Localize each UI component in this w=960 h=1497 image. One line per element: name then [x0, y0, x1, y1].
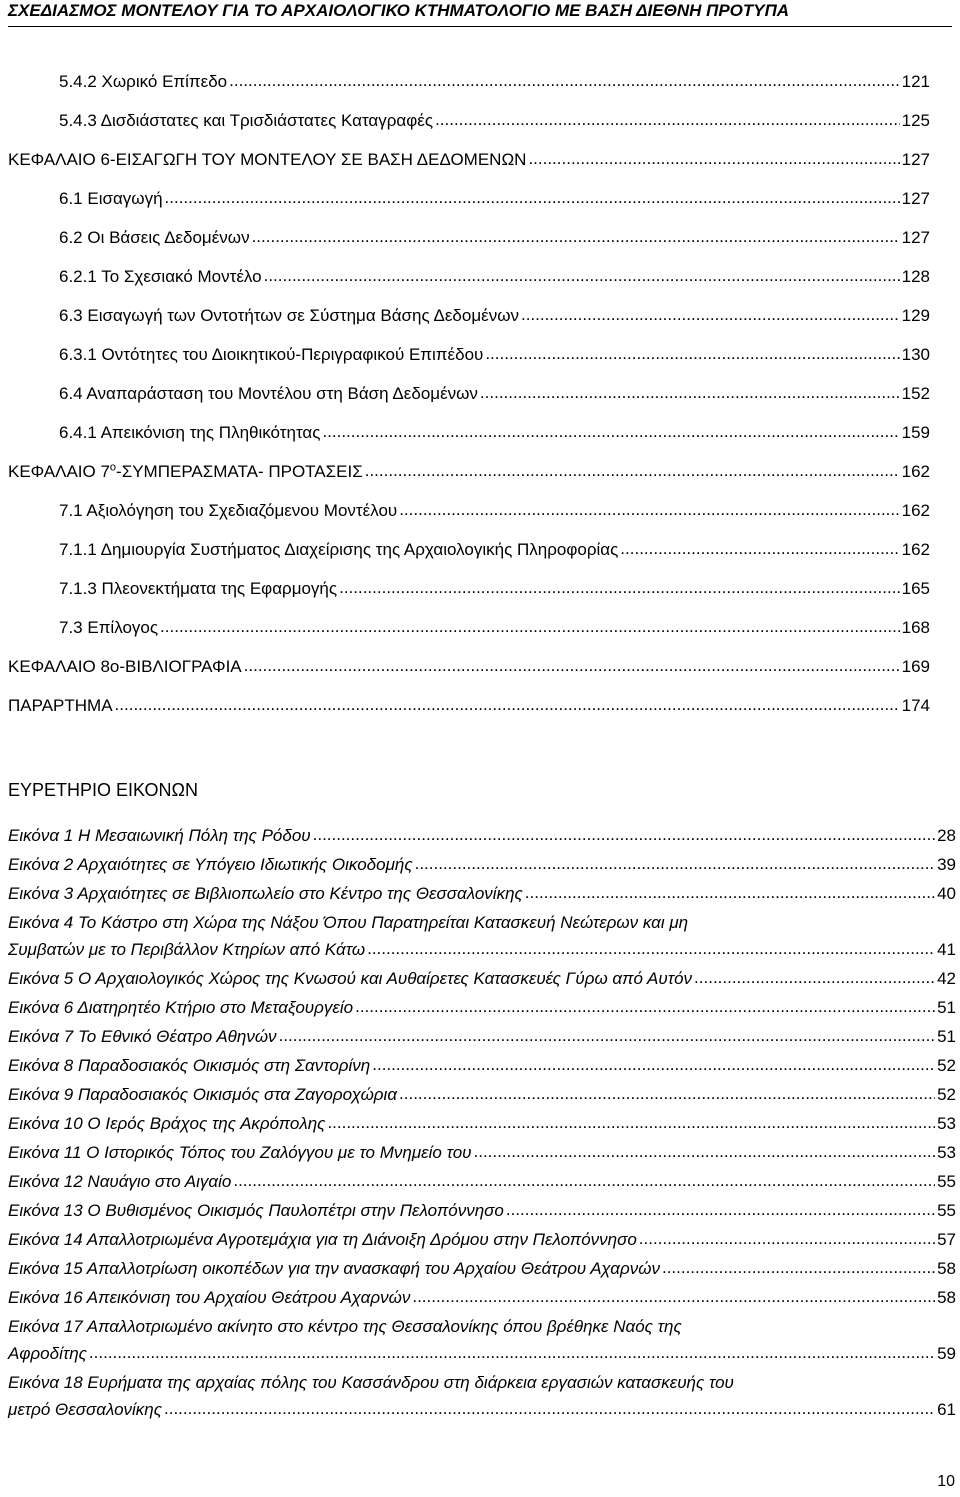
- toc-entry[interactable]: [0, 617, 960, 656]
- dot-leader: [415, 853, 935, 875]
- toc-entry-label: 7.1.1 Δημιουργία Συστήματος Διαχείρισης της Αρχαιολογικής Πληροφορίας: [59, 540, 619, 559]
- figure-entry[interactable]: [0, 1343, 960, 1372]
- toc-entry[interactable]: [0, 578, 960, 617]
- toc-entry-page: 127: [901, 189, 930, 208]
- figure-entry[interactable]: [0, 1171, 960, 1200]
- toc-entry-page: 162: [901, 540, 930, 559]
- dot-leader: [252, 226, 900, 248]
- figure-entry-label: Εικόνα 1 Η Μεσαιωνική Πόλη της Ρόδου: [8, 826, 311, 845]
- figure-entry[interactable]: [0, 968, 960, 997]
- figure-entry-line: [0, 1372, 960, 1399]
- toc-entry[interactable]: [0, 71, 960, 110]
- dot-leader: [164, 1398, 935, 1420]
- toc-entry[interactable]: [0, 500, 960, 539]
- dot-leader: [485, 343, 899, 365]
- figure-entry-label: Εικόνα 3 Αρχαιότητες σε Βιβλιοπωλείο στο Κέντρο της Θεσσαλονίκης: [8, 884, 523, 903]
- dot-leader: [506, 1199, 935, 1221]
- dot-leader: [367, 938, 935, 960]
- figure-entry-label: Εικόνα 7 Το Εθνικό Θέατρο Αθηνών: [8, 1027, 277, 1046]
- figure-entry-label: Εικόνα 9 Παραδοσιακός Οικισμός στα Ζαγοροχώρια: [8, 1085, 398, 1104]
- figure-entry-page: 41: [937, 940, 956, 959]
- toc-entry-label: 7.3 Επίλογος: [59, 618, 159, 637]
- figure-entry-label: Συμβατών με το Περιβάλλον Κτηρίων από Κάτω: [8, 940, 366, 959]
- toc-entry-page: 162: [901, 501, 930, 520]
- figure-entry-label: Αφροδίτης: [8, 1344, 87, 1363]
- dot-leader: [480, 382, 900, 404]
- toc-entry-label-sup: ο: [109, 461, 117, 474]
- figure-entry-page: 57: [937, 1230, 956, 1249]
- figure-entry[interactable]: [0, 883, 960, 912]
- figure-entry[interactable]: [0, 1229, 960, 1258]
- figures-index: [0, 825, 960, 1428]
- dot-leader: [322, 421, 899, 443]
- figure-entry[interactable]: [0, 939, 960, 968]
- figure-entry-page: 28: [937, 826, 956, 845]
- toc-entry-label: 6.2.1 Το Σχεσιακό Μοντέλο: [59, 267, 262, 286]
- figure-entry-label: Εικόνα 8 Παραδοσιακός Οικισμός στη Σαντορίνη: [8, 1056, 371, 1075]
- dot-leader: [412, 1286, 935, 1308]
- toc-entry-label: ΠΑΡΑΡΤΗΜΑ: [8, 696, 113, 715]
- figure-entry[interactable]: [0, 1142, 960, 1171]
- figure-entry-page: 52: [937, 1085, 956, 1104]
- dot-leader: [244, 655, 900, 677]
- figure-entry-label: Εικόνα 16 Απεικόνιση του Αρχαίου Θεάτρου Αχαρνών: [8, 1288, 411, 1307]
- toc-entry-label: 7.1 Αξιολόγηση του Σχεδιαζόμενου Μοντέλου: [59, 501, 398, 520]
- dot-leader: [355, 996, 935, 1018]
- dot-leader: [620, 538, 899, 560]
- dot-leader: [662, 1257, 935, 1279]
- toc-entry-page: 125: [901, 111, 930, 130]
- dot-leader: [521, 304, 900, 326]
- figure-entry-page: 58: [937, 1288, 956, 1307]
- figure-entry-label: Εικόνα 6 Διατηρητέο Κτήριο στο Μεταξουργείο: [8, 998, 354, 1017]
- toc-entry-label: [8, 461, 363, 483]
- toc-entry[interactable]: [0, 695, 960, 734]
- toc-entry[interactable]: [0, 110, 960, 149]
- table-of-contents: [0, 71, 960, 734]
- toc-entry[interactable]: [0, 266, 960, 305]
- toc-entry-page: 128: [901, 267, 930, 286]
- toc-entry-label: 6.4.1 Απεικόνιση της Πληθικότητας: [59, 423, 321, 442]
- dot-leader: [229, 70, 899, 92]
- toc-entry[interactable]: [0, 539, 960, 578]
- toc-entry-label: ΚΕΦΑΛΑΙΟ 8ο-ΒΙΒΛΙΟΓΡΑΦΙΑ: [8, 657, 242, 676]
- figure-entry-label: Εικόνα 18 Ευρήματα της αρχαίας πόλης του Κασσάνδρου στη διάρκεια εργασιών κατασκευής του: [8, 1373, 734, 1392]
- toc-entry-page: 127: [901, 228, 930, 247]
- toc-entry-page: 165: [901, 579, 930, 598]
- figure-entry-page: 61: [937, 1400, 956, 1419]
- dot-leader: [327, 1112, 935, 1134]
- toc-entry-page: 168: [901, 618, 930, 637]
- toc-entry[interactable]: [0, 656, 960, 695]
- figure-entry-page: 53: [937, 1114, 956, 1133]
- dot-leader: [279, 1025, 936, 1047]
- figure-entry[interactable]: [0, 1200, 960, 1229]
- toc-entry-label: 6.1 Εισαγωγή: [59, 189, 163, 208]
- figure-entry-label: Εικόνα 5 Ο Αρχαιολογικός Χώρος της Κνωσού και Αυθαίρετες Κατασκευές Γύρω από Αυτόν: [8, 969, 693, 988]
- figures-index-title: ΕΥΡΕΤΗΡΙΟ ΕΙΚΟΝΩΝ: [8, 780, 198, 800]
- figure-entry[interactable]: [0, 997, 960, 1026]
- dot-leader: [233, 1170, 935, 1192]
- figure-entry-page: 51: [937, 998, 956, 1017]
- toc-entry-page: 121: [901, 72, 930, 91]
- figure-entry[interactable]: [0, 1399, 960, 1428]
- dot-leader: [525, 882, 935, 904]
- figure-entry-page: 58: [937, 1259, 956, 1278]
- figure-entry[interactable]: [0, 1055, 960, 1084]
- figure-entry-page: 40: [937, 884, 956, 903]
- dot-leader: [365, 460, 900, 482]
- figure-entry[interactable]: [0, 1026, 960, 1055]
- figure-entry-label: Εικόνα 14 Απαλλοτριωμένα Αγροτεμάχια για τη Διάνοιξη Δρόμου στην Πελοπόννησο: [8, 1230, 637, 1249]
- dot-leader: [339, 577, 900, 599]
- toc-entry-page: 130: [901, 345, 930, 364]
- figure-entry-line: [0, 912, 960, 939]
- dot-leader: [528, 148, 899, 170]
- toc-entry[interactable]: [0, 149, 960, 188]
- figure-entry-label: Εικόνα 4 Το Κάστρο στη Χώρα της Νάξου Όπου Παρατηρείται Κατασκευή Νεώτερων και μη: [8, 913, 689, 932]
- toc-entry-page: 174: [901, 696, 930, 715]
- toc-entry[interactable]: [0, 305, 960, 344]
- figure-entry-label: Εικόνα 11 Ο Ιστορικός Τόπος του Ζαλόγγου με το Μνημείο του: [8, 1143, 472, 1162]
- dot-leader: [89, 1342, 935, 1364]
- figure-entry-label: μετρό Θεσσαλονίκης: [8, 1400, 163, 1419]
- figure-entry-label: Εικόνα 17 Απαλλοτριωμένο ακίνητο στο κέντρο της Θεσσαλονίκης όπου βρέθηκε Ναός της: [8, 1317, 682, 1336]
- figure-entry-page: 51: [937, 1027, 956, 1046]
- dot-leader: [399, 1083, 935, 1105]
- running-header: ΣΧΕΔΙΑΣΜΟΣ ΜΟΝΤΕΛΟΥ ΓΙΑ ΤΟ ΑΡΧΑΙΟΛΟΓΙΚΟ ΚΤΗΜΑΤΟΛΟΓΙΟ ΜΕ ΒΑΣΗ ΔΙΕΘΝΗ ΠΡΟΤΥΠΑ: [8, 0, 952, 27]
- figure-entry-label: Εικόνα 10 Ο Ιερός Βράχος της Ακρόπολης: [8, 1114, 326, 1133]
- figure-entry-page: 39: [937, 855, 956, 874]
- dot-leader: [313, 824, 935, 846]
- figure-entry-page: 53: [937, 1143, 956, 1162]
- toc-entry-label: 6.2 Οι Βάσεις Δεδομένων: [59, 228, 250, 247]
- figure-entry-page: 52: [937, 1056, 956, 1075]
- dot-leader: [694, 967, 935, 989]
- figure-entry[interactable]: [0, 1258, 960, 1287]
- dot-leader: [474, 1141, 936, 1163]
- figure-entry[interactable]: [0, 825, 960, 854]
- figure-entry[interactable]: [0, 854, 960, 883]
- toc-entry-label-part: -ΣΥΜΠΕΡΑΣΜΑΤΑ- ΠΡΟΤΑΣΕΙΣ: [116, 462, 363, 481]
- dot-leader: [160, 616, 900, 638]
- toc-entry-page: 127: [901, 150, 930, 169]
- figure-entry-label: Εικόνα 13 Ο Βυθισμένος Οικισμός Παυλοπέτρι στην Πελοπόννησο: [8, 1201, 504, 1220]
- toc-entry[interactable]: [0, 227, 960, 266]
- toc-entry-label: 5.4.3 Δισδιάστατες και Τρισδιάστατες Καταγραφές: [59, 111, 434, 130]
- dot-leader: [264, 265, 900, 287]
- toc-entry-page: 159: [901, 423, 930, 442]
- dot-leader: [435, 109, 900, 131]
- dot-leader: [639, 1228, 935, 1250]
- figure-entry-label: Εικόνα 2 Αρχαιότητες σε Υπόγειο Ιδιωτικής Οικοδομής: [8, 855, 413, 874]
- figure-entry[interactable]: [0, 1113, 960, 1142]
- toc-entry-page: 152: [901, 384, 930, 403]
- figure-entry-label: Εικόνα 15 Απαλλοτρίωση οικοπέδων για την ανασκαφή του Αρχαίου Θεάτρου Αχαρνών: [8, 1259, 660, 1278]
- toc-entry-label: 6.3.1 Οντότητες του Διοικητικού-Περιγραφικού Επιπέδου: [59, 345, 484, 364]
- toc-entry-label: ΚΕΦΑΛΑΙΟ 6-ΕΙΣΑΓΩΓΗ ΤΟΥ ΜΟΝΤΕΛΟΥ ΣΕ ΒΑΣΗ ΔΕΔΟΜΕΝΩΝ: [8, 150, 527, 169]
- toc-entry[interactable]: [0, 383, 960, 422]
- toc-entry-label: 7.1.3 Πλεονεκτήματα της Εφαρμογής: [59, 579, 338, 598]
- dot-leader: [165, 187, 900, 209]
- figure-entry-page: 42: [937, 969, 956, 988]
- toc-entry-label: 6.4 Αναπαράσταση του Μοντέλου στη Βάση Δεδομένων: [59, 384, 478, 403]
- figure-entry-label: Εικόνα 12 Ναυάγιο στο Αιγαίο: [8, 1172, 232, 1191]
- toc-entry-label-part: ΚΕΦΑΛΑΙΟ 7: [8, 462, 110, 481]
- toc-entry[interactable]: [0, 461, 960, 500]
- figure-entry-line: [0, 1316, 960, 1343]
- dot-leader: [115, 694, 900, 716]
- toc-entry-page: 129: [901, 306, 930, 325]
- page-number: 10: [937, 1473, 955, 1490]
- toc-entry[interactable]: [0, 344, 960, 383]
- toc-entry[interactable]: [0, 422, 960, 461]
- figure-entry-page: 55: [937, 1201, 956, 1220]
- figure-entry-page: 59: [937, 1344, 956, 1363]
- toc-entry-page: 169: [901, 657, 930, 676]
- figure-entry[interactable]: [0, 1084, 960, 1113]
- toc-entry-page: 162: [901, 462, 930, 481]
- figure-entry-page: 55: [937, 1172, 956, 1191]
- dot-leader: [399, 499, 899, 521]
- toc-entry-label: 6.3 Εισαγωγή των Οντοτήτων σε Σύστημα Βάσης Δεδομένων: [59, 306, 519, 325]
- figure-entry[interactable]: [0, 1287, 960, 1316]
- dot-leader: [372, 1054, 935, 1076]
- toc-entry[interactable]: [0, 188, 960, 227]
- toc-entry-label: 5.4.2 Χωρικό Επίπεδο: [59, 72, 228, 91]
